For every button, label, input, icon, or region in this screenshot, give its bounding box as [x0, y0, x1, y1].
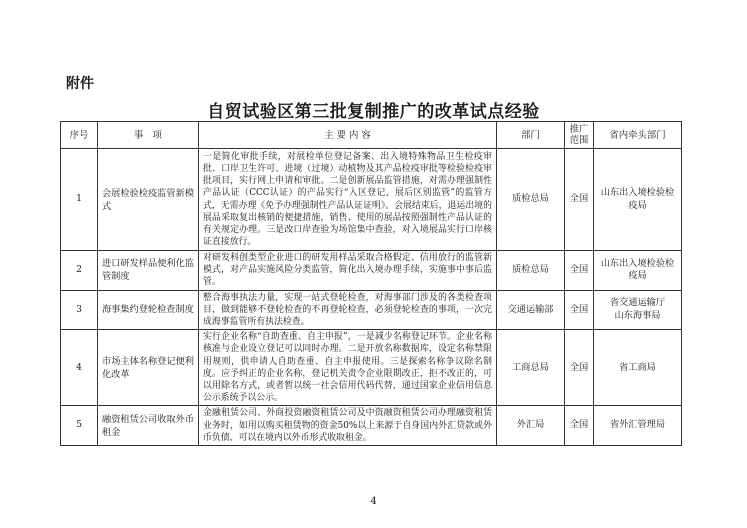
row-scope: 全国: [565, 290, 594, 330]
header-dept: 部门: [497, 122, 565, 149]
row-dept: 工商总局: [497, 330, 565, 406]
row-scope: 全国: [565, 330, 594, 406]
row-item: 进口研发样品便利化监管制度: [98, 251, 199, 291]
document-title: 自贸试验区第三批复制推广的改革试点经验: [207, 102, 540, 122]
row-lead: 省交通运输厅 山东海事局: [594, 290, 682, 330]
row-lead: 山东出入境检验检疫局: [594, 149, 682, 251]
table-header-row: [61, 122, 682, 149]
row-content: 对研发科创类型企业进口的研发用样品采取合格假定、信用放行的监管新模式，对产品实施风险分类监管，简化出入境办理手续，实施事中事后监管。: [199, 251, 497, 291]
header-no: 序号: [61, 122, 98, 149]
row-item: 会展检验检疫监管新模式: [98, 149, 199, 251]
row-dept: 交通运输部: [497, 290, 565, 330]
row-no: 4: [61, 330, 98, 406]
row-lead: 省工商局: [594, 330, 682, 406]
table-row: [61, 330, 682, 406]
row-content: 整合海事执法力量，实现一站式登轮检查，对海事部门涉及的各类检查项目，做到能够不登轮检查的不再登轮检查，必须登轮检查的事项，一次完成海事监管所有执法检查。: [199, 290, 497, 330]
reform-experience-table: [60, 121, 682, 446]
row-item: 市场主体名称登记便利化改革: [98, 330, 199, 406]
table-row: [61, 406, 682, 446]
row-scope: 全国: [565, 149, 594, 251]
row-no: 1: [61, 149, 98, 251]
row-item: 海事集约登轮检查制度: [98, 290, 199, 330]
row-no: 2: [61, 251, 98, 291]
row-no: 5: [61, 406, 98, 446]
header-item: 事 项: [98, 122, 199, 149]
header-lead: 省内牵头部门: [594, 122, 682, 149]
table-row: [61, 149, 682, 251]
row-scope: 全国: [565, 251, 594, 291]
row-dept: 质检总局: [497, 149, 565, 251]
page-number: 4: [370, 496, 377, 507]
row-content: 一是简化审批手续，对展检单位登记备案、出入境特殊物品卫生检疫审批、口岸卫生许可、进境（过境）动植物及其产品检疫审批等检验检疫审批项目，实行网上申请和审批。二是创新展品监管措施，对需办理强制性产品认证（CCC认证）的产品实行“入区登记，展后区别监管”的监管方式，无需办理《免予办理强制性产品认证证明》。会展结束后，退运出境的展品采取复出核销的便捷措施，销售、使用的展品按照强制性产品认证的有关规定办理。三是改口岸查验为场馆集中查验，对入境展品实行口岸核证直接放行。: [199, 149, 497, 251]
header-scope: 推广范围: [565, 122, 594, 149]
table-row: [61, 290, 682, 330]
annex-label: 附件: [66, 76, 94, 92]
row-content: 实行企业名称“自助查重、自主申报”，一是减少名称登记环节。企业名称核准与企业设立登记可以同时办理。二是开放名称数据库，设定名称禁限用规则，供申请人自助查重、自主申报使用。三是探索名称争议除名制度。应予纠正的企业名称，登记机关责令企业限期改正，拒不改正的，可以用除名方式，或者暂以统一社会信用代码代替，通过国家企业信用信息公示系统予以公示。: [199, 330, 497, 406]
row-scope: 全国: [565, 406, 594, 446]
header-content: 主 要 内 容: [199, 122, 497, 149]
table-row: [61, 251, 682, 291]
row-dept: 质检总局: [497, 251, 565, 291]
row-lead: 省外汇管理局: [594, 406, 682, 446]
row-content: 金融租赁公司、外商投资融资租赁公司及中资融资租赁公司办理融资租赁业务时，如用以购买租赁物的资金50%以上来源于自身国内外汇贷款或外币负债，可以在境内以外币形式收取租金。: [199, 406, 497, 446]
row-dept: 外汇局: [497, 406, 565, 446]
row-item: 融资租赁公司收取外币租金: [98, 406, 199, 446]
row-lead: 山东出入境检验检疫局: [594, 251, 682, 291]
row-no: 3: [61, 290, 98, 330]
